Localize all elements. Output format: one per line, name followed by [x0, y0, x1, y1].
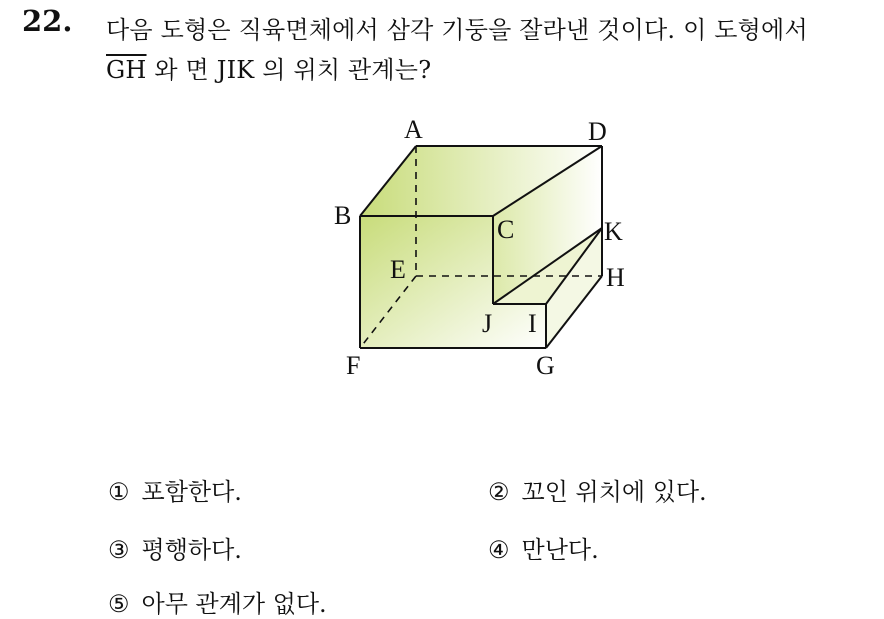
- label-j: J: [482, 309, 493, 338]
- choice-2-text: 꼬인 위치에 있다.: [521, 478, 707, 506]
- label-d: D: [588, 117, 607, 146]
- choice-1-text: 포함한다.: [141, 478, 242, 506]
- choice-3[interactable]: [108, 530, 242, 565]
- choice-4-text: 만난다.: [521, 536, 599, 564]
- choice-5[interactable]: [108, 584, 327, 619]
- choice-2[interactable]: [488, 472, 707, 507]
- choice-1[interactable]: [108, 472, 242, 507]
- choice-3-text: 평행하다.: [141, 536, 242, 564]
- label-h: H: [606, 263, 625, 292]
- label-b: B: [334, 201, 352, 230]
- question-number: 22.: [22, 4, 73, 38]
- choice-4-number: ④: [488, 536, 510, 564]
- label-g: G: [536, 351, 555, 380]
- segment-gh: $\overline{GH}$: [106, 56, 147, 84]
- question-text-line2: [106, 50, 431, 85]
- choice-4[interactable]: [488, 530, 599, 565]
- choice-3-number: ③: [108, 536, 130, 564]
- solid-figure: [320, 110, 640, 390]
- choice-2-number: ②: [488, 478, 510, 506]
- label-f: F: [346, 351, 361, 380]
- label-a: A: [404, 115, 423, 144]
- label-c: C: [497, 215, 515, 244]
- label-k: K: [604, 217, 623, 246]
- choice-5-number: ⑤: [108, 590, 130, 618]
- choice-1-number: ①: [108, 478, 130, 506]
- question-text-rest: 와 면 JIK 의 위치 관계는?: [146, 56, 432, 84]
- choice-5-text: 아무 관계가 없다.: [141, 590, 327, 618]
- label-e: E: [390, 255, 406, 284]
- label-i: I: [528, 309, 537, 338]
- question-text-line1: 다음 도형은 직육면체에서 삼각 기둥을 잘라낸 것이다. 이 도형에서: [106, 16, 808, 44]
